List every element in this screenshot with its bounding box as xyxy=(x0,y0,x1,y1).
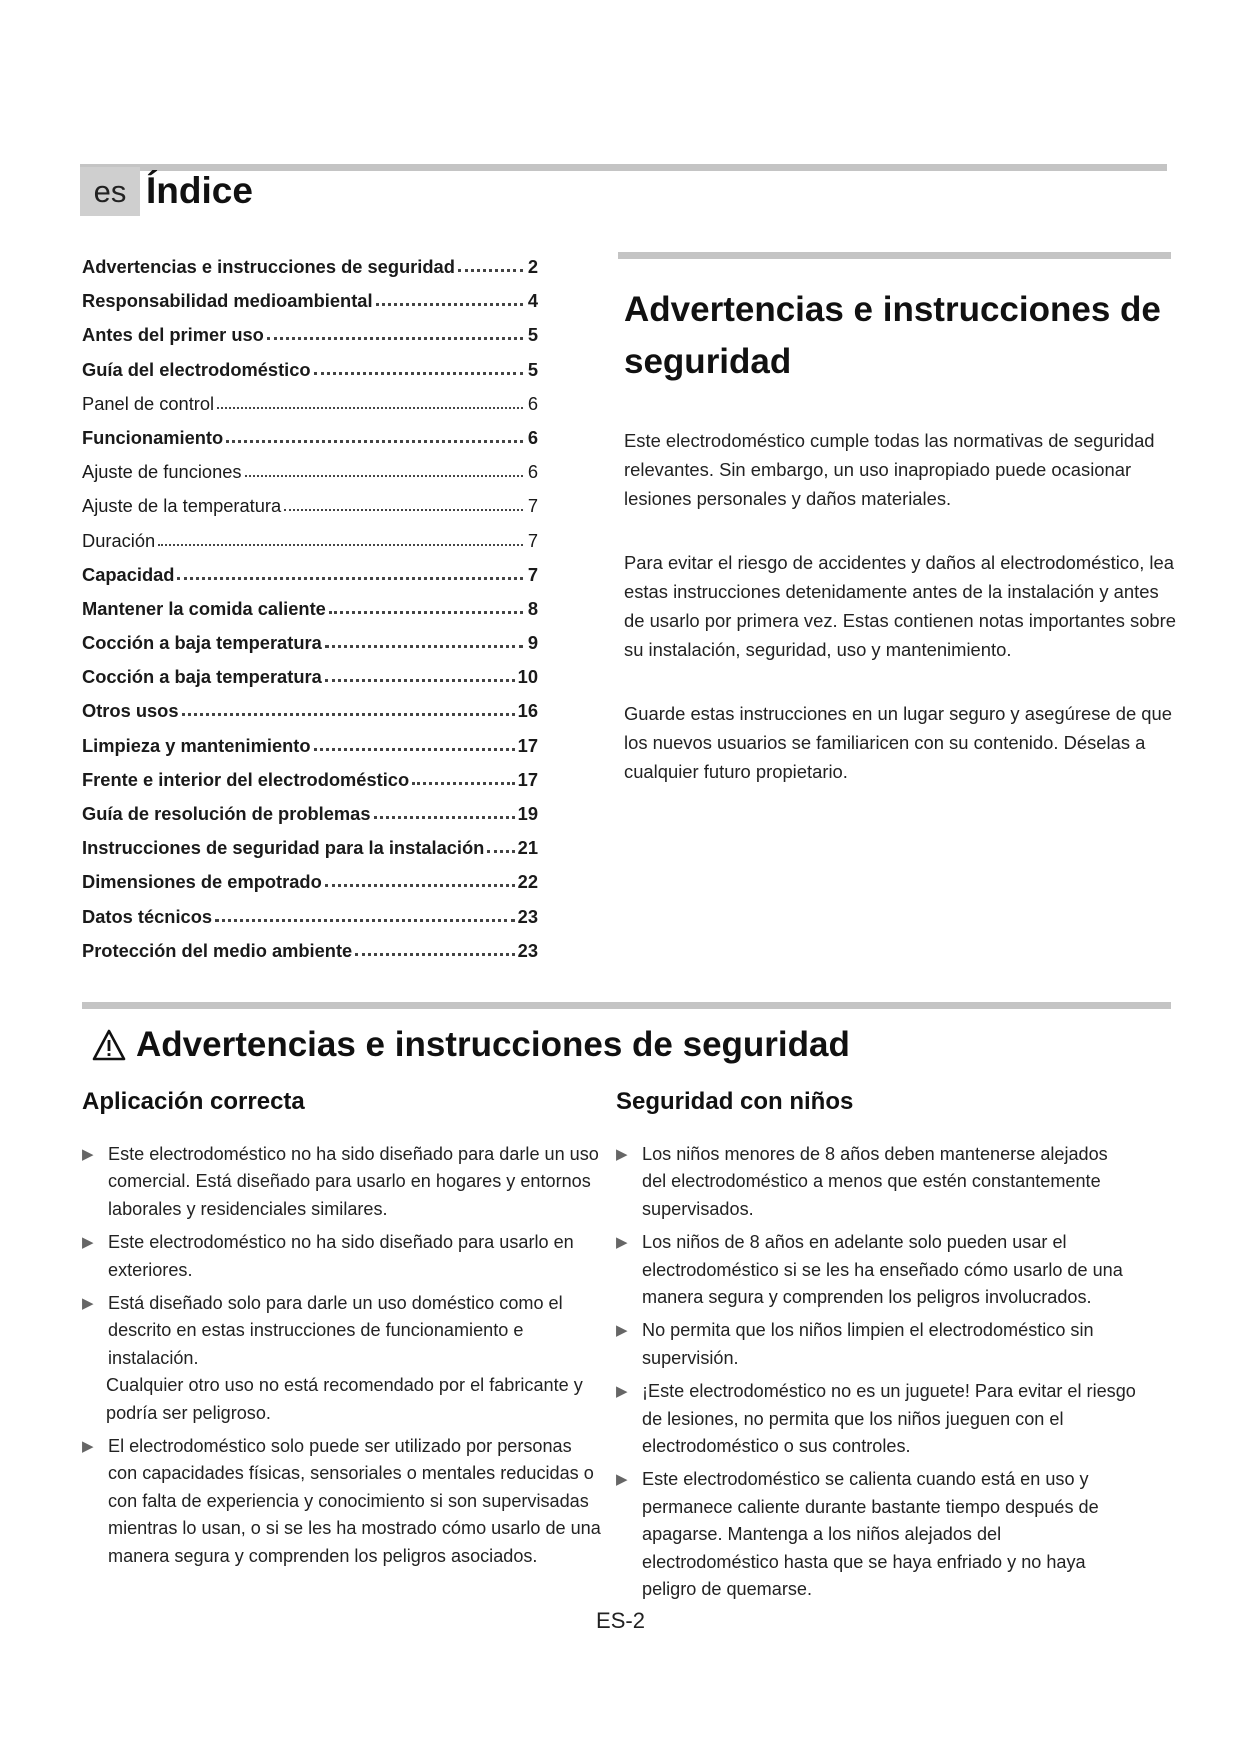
toc-entry-page: 10 xyxy=(517,666,538,688)
toc-leader-dots xyxy=(325,633,523,648)
toc-entry-page: 6 xyxy=(527,461,538,483)
toc-leader-dots xyxy=(158,532,523,546)
toc-leader-dots xyxy=(215,907,515,922)
bullet-arrow-icon: ▶ xyxy=(616,1471,628,1489)
toc-leader-dots xyxy=(376,291,523,306)
toc-entry[interactable] xyxy=(82,769,538,803)
toc-leader-dots xyxy=(182,701,515,716)
toc-leader-dots xyxy=(374,804,515,819)
correct-use-column xyxy=(82,1083,602,1576)
toc-leader-dots xyxy=(487,838,514,853)
intro-heading xyxy=(624,284,1184,388)
toc-entry-page: 5 xyxy=(527,324,538,346)
toc-entry-page: 17 xyxy=(517,734,538,756)
list-item xyxy=(616,1466,1136,1603)
toc-entry-label: Ajuste de funciones xyxy=(82,461,242,483)
list-item xyxy=(82,1433,602,1570)
list-item-text: El electrodoméstico solo puede ser utilizado por personas con capacidades físicas, sensoriales o mentales reducidas o con falta de experiencia y conocimiento si son supervisadas mientras lo usan, o si se les ha mostrado cómo usarlo de una manera segura y comprenden los peligros asociados. xyxy=(108,1436,601,1566)
child-safety-list xyxy=(616,1141,1136,1604)
list-item xyxy=(82,1290,602,1427)
bullet-arrow-icon: ▶ xyxy=(616,1383,628,1401)
bullet-arrow-icon: ▶ xyxy=(616,1234,628,1252)
toc-entry[interactable] xyxy=(82,359,538,393)
intro-paragraph: Guarde estas instrucciones en un lugar seguro y asegúrese de que los nuevos usuarios se familiaricen con su contenido. Déselas a cualquier futuro propietario. xyxy=(624,703,1172,782)
toc-leader-dots xyxy=(314,360,523,375)
language-badge: es xyxy=(80,167,140,216)
toc-entry-label: Instrucciones de seguridad para la instalación xyxy=(82,837,485,859)
toc-entry[interactable] xyxy=(82,393,538,427)
list-item-text: Los niños de 8 años en adelante solo pueden usar el electrodoméstico si se les ha enseñado cómo usarlo de una manera segura y comprenden los peligros involucrados. xyxy=(642,1232,1123,1308)
list-item-text: ¡Este electrodoméstico no es un juguete! Para evitar el riesgo de lesiones, no permita que los niños jueguen con el electrodoméstico o sus controles. xyxy=(642,1381,1136,1457)
toc-entry-page: 16 xyxy=(517,700,538,722)
toc-leader-dots xyxy=(412,770,515,785)
list-item-text: Este electrodoméstico se calienta cuando está en uso y permanece caliente durante bastante tiempo después de apagarse. Mantenga a los niños alejados del electrodoméstico hasta que se haya enfriado y no haya peligro de quemarse. xyxy=(642,1469,1099,1600)
toc-entry[interactable] xyxy=(82,666,538,700)
toc-entry[interactable] xyxy=(82,632,538,666)
toc-entry-label: Cocción a baja temperatura xyxy=(82,666,322,688)
section-title xyxy=(92,1022,850,1068)
toc-entry-page: 2 xyxy=(527,256,538,277)
bullet-arrow-icon: ▶ xyxy=(616,1322,628,1340)
list-item-text: No permita que los niños limpien el electrodoméstico sin supervisión. xyxy=(642,1320,1094,1368)
toc-entry-page: 4 xyxy=(527,290,538,312)
toc-entry-label: Guía de resolución de problemas xyxy=(82,803,371,824)
toc-entry-page: 21 xyxy=(517,837,538,859)
intro-column xyxy=(624,284,1184,786)
intro-heading-line1: Advertencias e instrucciones de xyxy=(624,290,1161,329)
toc-entry-label: Funcionamiento xyxy=(82,426,224,448)
toc-entry[interactable] xyxy=(82,598,538,632)
toc-entry-page: 19 xyxy=(517,803,538,824)
toc-leader-dots xyxy=(329,599,523,614)
toc-leader-dots xyxy=(458,257,523,272)
toc-entry-page: 22 xyxy=(517,871,538,893)
toc-entry-page: 9 xyxy=(527,632,538,654)
warning-triangle-icon xyxy=(92,1029,126,1061)
bullet-arrow-icon: ▶ xyxy=(616,1146,628,1163)
toc-entry-label: Limpieza y mantenimiento xyxy=(82,734,311,756)
list-item xyxy=(616,1229,1136,1311)
toc-entry-label: Otros usos xyxy=(82,700,179,722)
toc-entry[interactable] xyxy=(82,495,538,529)
toc-entry-label: Cocción a baja temperatura xyxy=(82,632,322,654)
toc-entry-page: 6 xyxy=(527,426,538,448)
toc-entry[interactable] xyxy=(82,324,538,358)
list-item xyxy=(616,1141,1136,1223)
toc-entry-label: Capacidad xyxy=(82,563,175,585)
toc-entry-label: Mantener la comida caliente xyxy=(82,597,326,619)
list-item xyxy=(82,1229,602,1284)
toc-entry-page: 7 xyxy=(527,529,538,551)
toc-leader-dots xyxy=(267,325,523,340)
toc-entry[interactable] xyxy=(82,803,538,837)
toc-entry[interactable] xyxy=(82,735,538,769)
toc-leader-dots xyxy=(314,736,515,751)
toc-leader-dots xyxy=(284,497,523,511)
toc-entry-label: Datos técnicos xyxy=(82,905,213,927)
toc-leader-dots xyxy=(325,667,515,682)
toc-entry-page: 17 xyxy=(517,768,538,790)
toc-entry[interactable] xyxy=(82,256,538,290)
toc-entry-label: Antes del primer uso xyxy=(82,324,264,346)
toc-leader-dots xyxy=(355,941,514,956)
section-title-text: Advertencias e instrucciones de seguridad xyxy=(136,1025,850,1064)
page-number: ES-2 xyxy=(596,1608,645,1633)
list-item xyxy=(616,1378,1136,1460)
bullet-arrow-icon: ▶ xyxy=(82,1234,94,1252)
toc-entry-label: Dimensiones de empotrado xyxy=(82,871,322,893)
bullet-arrow-icon: ▶ xyxy=(82,1295,94,1313)
toc-entry-label: Responsabilidad medioambiental xyxy=(82,290,373,312)
toc-entry[interactable] xyxy=(82,530,538,564)
list-item xyxy=(82,1141,602,1223)
intro-paragraph: Para evitar el riesgo de accidentes y daños al electrodoméstico, lea estas instrucciones detenidamente antes de la instalación y antes de usarlo por primera vez. Estas contienen notas importantes sobre su instalación, seguridad, uso y mantenimiento. xyxy=(624,552,1177,660)
toc-leader-dots xyxy=(325,872,515,887)
toc-entry-label: Guía del electrodoméstico xyxy=(82,358,311,380)
toc-entry-page: 8 xyxy=(527,597,538,619)
intro-rule xyxy=(618,252,1171,259)
toc-leader-dots xyxy=(217,395,523,409)
toc-entry-page: 7 xyxy=(527,495,538,517)
child-safety-heading: Seguridad con niños xyxy=(616,1088,854,1115)
toc-entry-page: 23 xyxy=(517,905,538,927)
toc-entry-page: 5 xyxy=(527,358,538,380)
list-item-text: Este electrodoméstico no ha sido diseñado para darle un uso comercial. Está diseñado para usarlo en hogares y entornos laborales y residenciales similares. xyxy=(108,1144,599,1219)
toc-entry-label: Ajuste de la temperatura xyxy=(82,495,282,517)
toc-entry-page: 23 xyxy=(517,939,538,961)
toc-leader-dots xyxy=(226,428,523,443)
list-item xyxy=(616,1317,1136,1372)
toc-entry[interactable] xyxy=(82,427,538,461)
toc-entry[interactable] xyxy=(82,837,538,871)
correct-use-list xyxy=(82,1141,602,1570)
child-safety-column xyxy=(616,1083,1136,1610)
toc-entry[interactable] xyxy=(82,906,538,940)
toc-entry-label: Frente e interior del electrodoméstico xyxy=(82,768,410,790)
toc-entry[interactable] xyxy=(82,461,538,495)
intro-paragraph: Este electrodoméstico cumple todas las normativas de seguridad relevantes. Sin embargo, un uso inapropiado puede ocasionar lesiones personales y daños materiales. xyxy=(624,430,1155,509)
list-item-text: Está diseñado solo para darle un uso doméstico como el descrito en estas instrucciones de funcionamiento e instalación. xyxy=(108,1293,563,1368)
toc-entry[interactable] xyxy=(82,871,538,905)
toc-entry-page: 7 xyxy=(527,563,538,585)
toc-leader-dots xyxy=(245,463,523,477)
toc-entry-label: Panel de control xyxy=(82,392,215,414)
list-item-text: Los niños menores de 8 años deben mantenerse alejados del electrodoméstico a menos que estén constantemente supervisados. xyxy=(642,1144,1108,1219)
bullet-arrow-icon: ▶ xyxy=(82,1146,94,1163)
list-item-note: Cualquier otro uso no está recomendado por el fabricante y podría ser peligroso. xyxy=(106,1375,583,1423)
correct-use-heading: Aplicación correcta xyxy=(82,1088,305,1115)
toc-entry[interactable] xyxy=(82,700,538,734)
list-item-text: Este electrodoméstico no ha sido diseñado para usarlo en exteriores. xyxy=(108,1232,574,1280)
toc-entry[interactable] xyxy=(82,564,538,598)
toc-leader-dots xyxy=(177,565,523,580)
intro-heading-line2: seguridad xyxy=(624,342,792,381)
toc-entry[interactable] xyxy=(82,290,538,324)
page-title: Índice xyxy=(146,170,253,211)
toc-entry-page: 6 xyxy=(527,392,538,414)
toc-entry-label: Protección del medio ambiente xyxy=(82,939,353,961)
bullet-arrow-icon: ▶ xyxy=(82,1438,94,1456)
toc-entry-label: Advertencias e instrucciones de seguridad xyxy=(82,256,455,277)
table-of-contents xyxy=(82,256,538,974)
section-rule xyxy=(82,1002,1171,1009)
toc-entry[interactable] xyxy=(82,940,538,974)
toc-entry-label: Duración xyxy=(82,529,156,551)
